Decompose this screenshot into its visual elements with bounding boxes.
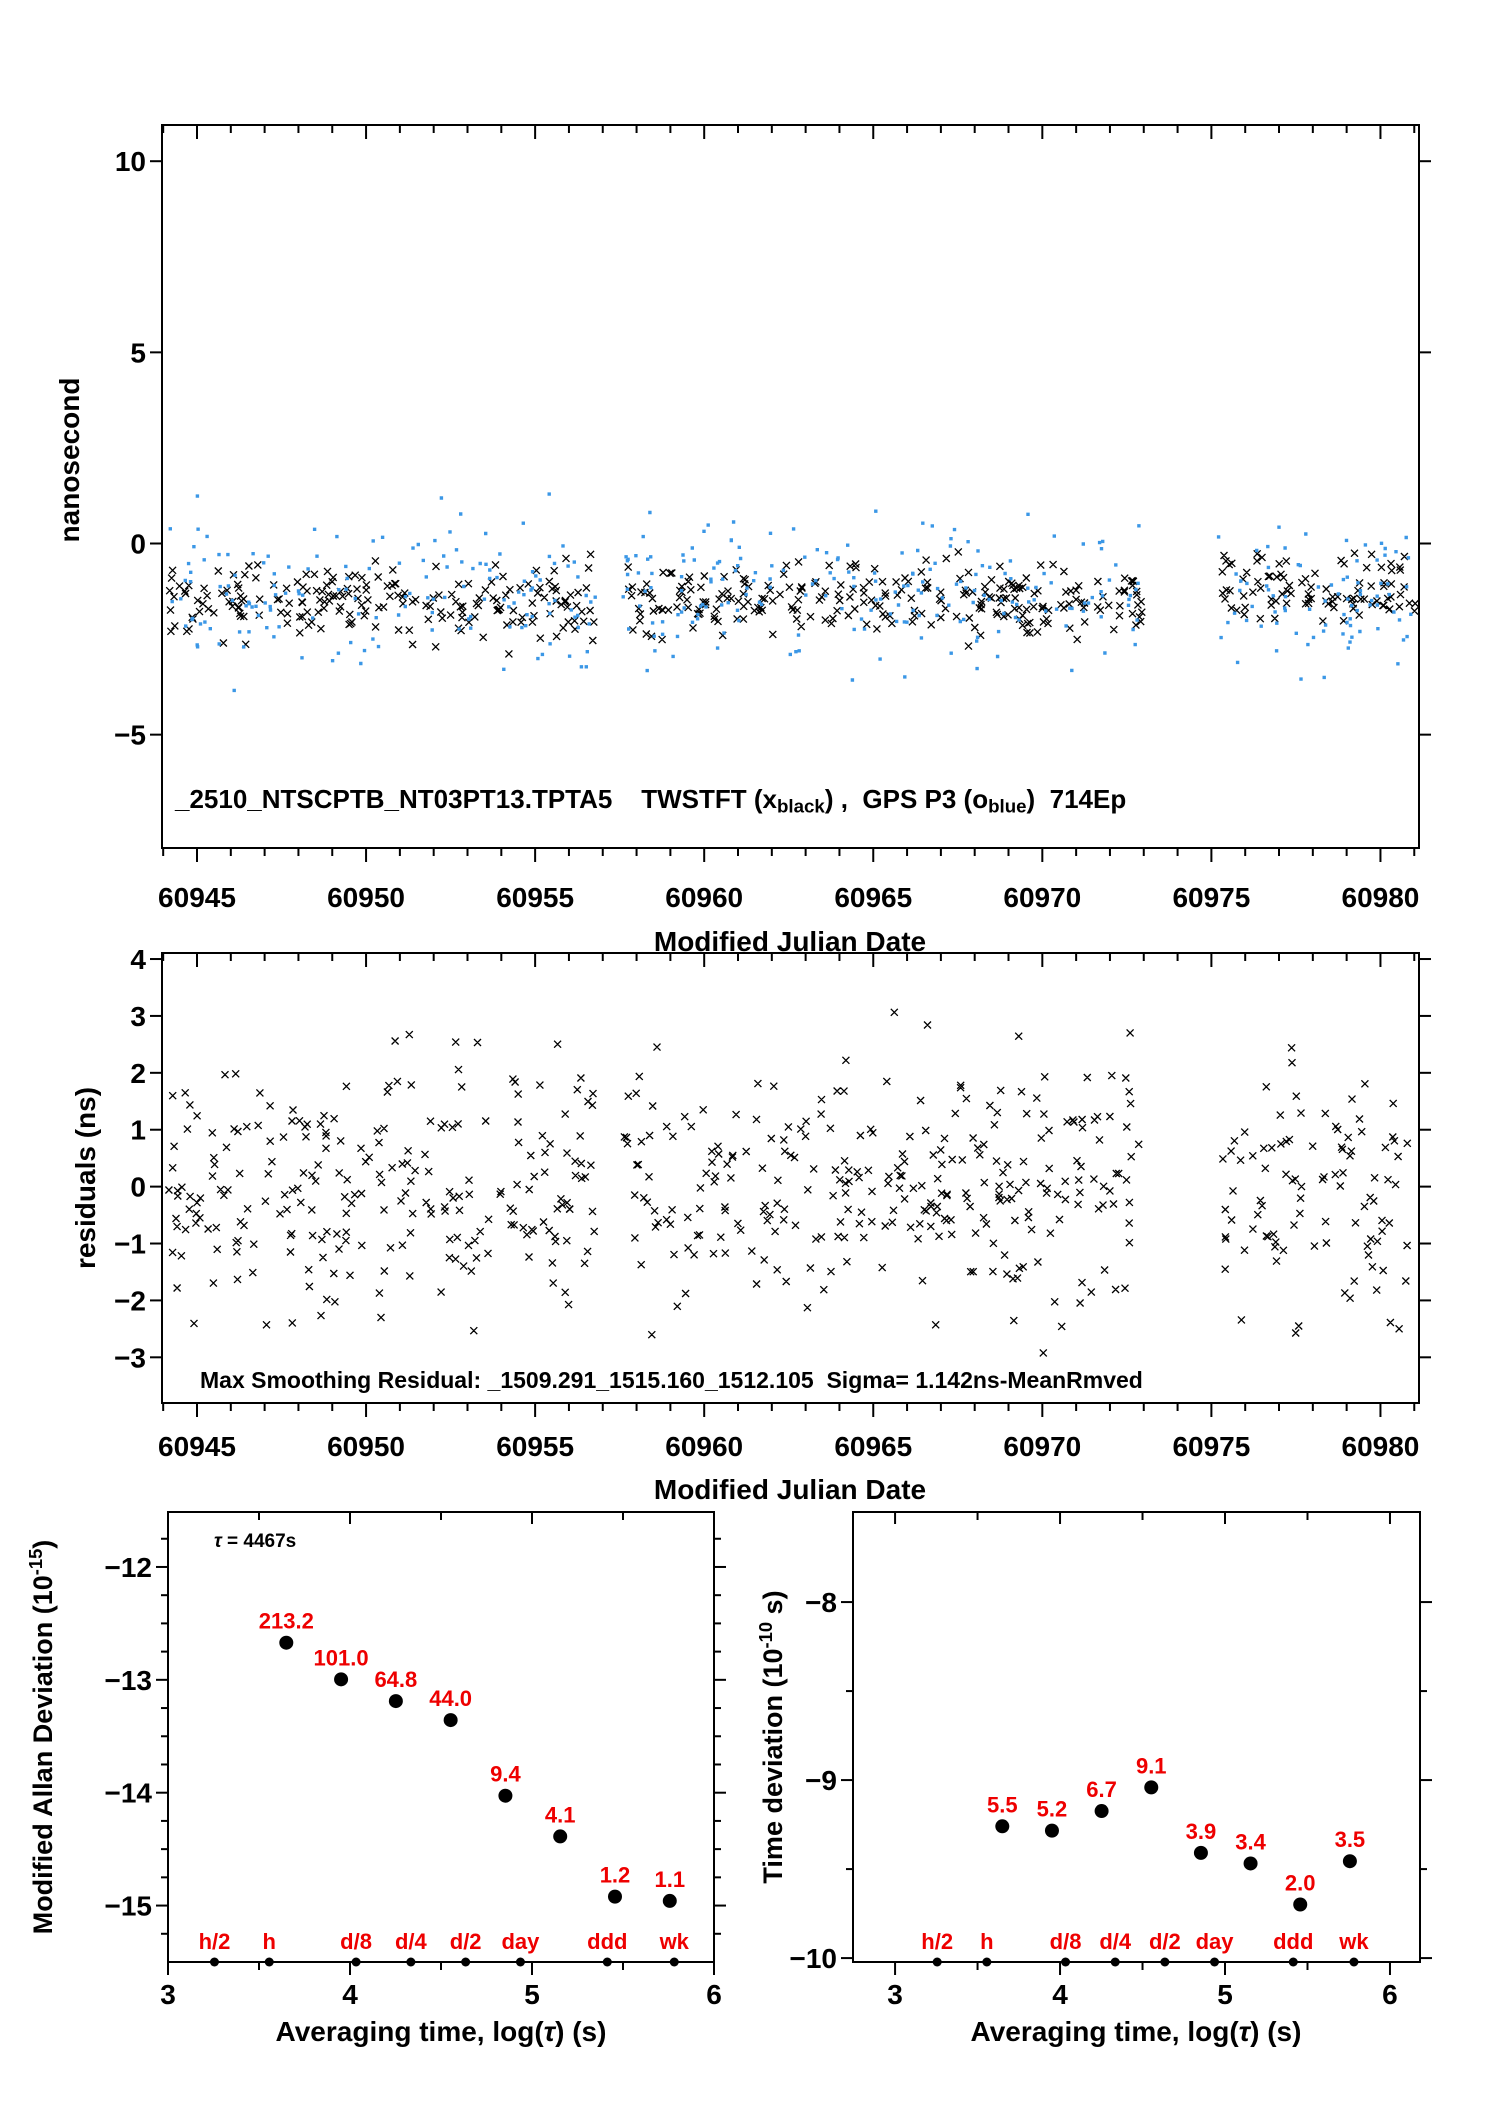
tau-baseline-dot	[603, 1958, 612, 1967]
tau-baseline-dot	[352, 1958, 361, 1967]
plot-frame	[168, 1512, 714, 1962]
deviation-value-label: 3.5	[1334, 1827, 1366, 1853]
series-TWSTFT-black-x	[166, 548, 1419, 657]
deviation-point	[1244, 1856, 1258, 1870]
x-tick-label: 3	[887, 1979, 903, 2010]
y-tick-label: 0	[130, 1171, 146, 1203]
mad-ylabel-post: )	[28, 1539, 59, 1549]
series-GPS-P3-blue-dot	[169, 492, 1413, 692]
deviation-value-label: 3.9	[1185, 1818, 1217, 1844]
panel-tdev	[790, 1512, 1433, 2010]
y-tick-label: −3	[114, 1342, 146, 1374]
x-tick-label: 3	[160, 1979, 176, 2010]
tau-note	[214, 1531, 296, 1553]
avg-xlabel-tau2: τ	[1238, 2016, 1251, 2047]
plot-frame	[853, 1512, 1420, 1962]
tau-tick-label: day	[501, 1929, 540, 1954]
avg-xlabel-pre2: Averaging time, log(	[970, 2016, 1239, 2047]
y-tick-label: −14	[104, 1777, 152, 1809]
y-tick-label: −8	[805, 1587, 837, 1619]
deviation-value-label: 6.7	[1086, 1777, 1117, 1803]
y-tick-label: −10	[789, 1943, 837, 1975]
y-tick-label: 10	[114, 146, 146, 178]
tau-tick-label: d/4	[1099, 1929, 1132, 1954]
tau-tick-label: day	[1195, 1929, 1234, 1954]
x-tick-label: 6	[706, 1979, 722, 2010]
tau-tick-label: ddd	[1273, 1929, 1314, 1954]
deviation-value-label: 3.4	[1235, 1829, 1266, 1855]
deviation-value-label: 213.2	[258, 1608, 314, 1634]
tau-tick-label: h	[262, 1929, 276, 1954]
plot-frame	[162, 125, 1419, 848]
deviation-point	[1194, 1846, 1208, 1860]
top-title-part-e: ) 714Ep	[1026, 784, 1127, 814]
tau-tick-label: d/8	[340, 1929, 372, 1954]
x-tick-label: 60955	[496, 882, 575, 913]
deviation-point	[444, 1713, 458, 1727]
top-title-part-a: _2510_NTSCPTB_NT03PT13.TPTA5 TWSTFT (x	[175, 784, 777, 814]
deviation-point	[1144, 1780, 1158, 1794]
x-tick-label: 5	[524, 1979, 540, 2010]
x-tick-label: 60950	[327, 882, 405, 913]
max-smoothing-note: Max Smoothing Residual: _1509.291_1515.160_1512.105 Sigma= 1.142ns-MeanRmved	[200, 1367, 1143, 1393]
x-axis-title-tdev	[971, 2016, 1302, 2048]
x-tick-label: 4	[342, 1979, 358, 2010]
x-tick-label: 60980	[1341, 882, 1420, 913]
y-axis-title-mdev	[25, 1540, 59, 1935]
deviation-point	[553, 1829, 567, 1843]
tdev-ylabel-post: s)	[758, 1590, 789, 1622]
deviation-value-label: 2.0	[1284, 1870, 1316, 1896]
deviation-point	[389, 1694, 403, 1708]
deviation-point	[279, 1636, 293, 1650]
tau-baseline-dot	[1349, 1958, 1358, 1967]
deviation-value-label: 9.4	[490, 1761, 521, 1787]
x-tick-label: 60965	[834, 1431, 913, 1462]
y-tick-label: −5	[114, 719, 146, 751]
y-tick-label: 4	[130, 944, 146, 976]
deviation-point	[1343, 1854, 1357, 1868]
x-tick-label: 60965	[834, 882, 913, 913]
tau-baseline-dot	[516, 1958, 525, 1967]
x-axis-title-top: Modified Julian Date	[653, 926, 927, 957]
y-tick-label: −13	[104, 1664, 152, 1696]
deviation-value-label: 5.5	[987, 1792, 1018, 1818]
deviation-point	[334, 1672, 348, 1686]
tau-symbol: τ	[214, 1531, 222, 1552]
y-tick-label: −2	[114, 1285, 146, 1317]
y-tick-label: 2	[130, 1057, 146, 1089]
tau-baseline-dot	[933, 1958, 942, 1967]
tdev-ylabel-pre: Time deviation (10	[758, 1648, 789, 1884]
tau-tick-label: h/2	[198, 1929, 231, 1954]
y-tick-label: 1	[130, 1114, 146, 1146]
x-tick-label: 60960	[665, 882, 744, 913]
y-tick-label: −12	[104, 1551, 152, 1583]
top-title-sub-blue: blue	[988, 795, 1027, 817]
avg-xlabel-pre: Averaging time, log(	[275, 2016, 544, 2047]
y-tick-label: 3	[130, 1000, 146, 1032]
x-tick-label: 60950	[327, 1431, 405, 1462]
deviation-value-label: 44.0	[429, 1686, 473, 1712]
x-tick-label: 60975	[1172, 1431, 1251, 1462]
x-tick-label: 60945	[158, 1431, 236, 1462]
deviation-point	[498, 1789, 512, 1803]
panel-mdev	[105, 1512, 727, 2010]
x-tick-label: 60955	[496, 1431, 575, 1462]
tau-tick-label: d/2	[1148, 1929, 1181, 1954]
tau-baseline-dot	[670, 1958, 679, 1967]
tau-baseline-dot	[1210, 1958, 1219, 1967]
tau-baseline-dot	[406, 1958, 415, 1967]
y-tick-label: 5	[130, 337, 146, 369]
x-tick-label: 60960	[665, 1431, 744, 1462]
tau-tick-label: d/2	[449, 1929, 482, 1954]
tau-baseline-dot	[1289, 1958, 1298, 1967]
deviation-value-label: 101.0	[313, 1645, 369, 1671]
y-axis-title-residuals: residuals (ns)	[70, 1086, 101, 1270]
plot-frame	[162, 953, 1419, 1403]
x-tick-label: 5	[1217, 1979, 1233, 2010]
deviation-value-label: 9.1	[1135, 1753, 1167, 1779]
deviation-point	[1095, 1804, 1109, 1818]
tau-tick-label: d/8	[1049, 1929, 1082, 1954]
x-tick-label: 60975	[1172, 882, 1251, 913]
tau-tick-label: d/4	[394, 1929, 427, 1954]
deviation-value-label: 5.2	[1036, 1796, 1068, 1822]
x-axis-title-mdev	[276, 2016, 607, 2048]
y-tick-label: 0	[130, 528, 146, 560]
tau-baseline-dot	[1111, 1958, 1120, 1967]
avg-xlabel-post: ) (s)	[555, 2016, 607, 2047]
tau-tick-label: h	[980, 1929, 994, 1954]
deviation-point	[608, 1890, 622, 1904]
y-tick-label: −1	[114, 1228, 146, 1260]
deviation-point	[995, 1819, 1009, 1833]
tdev-ylabel-sup: -10	[754, 1621, 776, 1649]
x-tick-label: 60970	[1003, 1431, 1082, 1462]
x-tick-label: 60980	[1341, 1431, 1420, 1462]
y-axis-title-nanosecond: nanosecond	[54, 377, 85, 543]
top-title-sub-black: black	[777, 795, 825, 817]
deviation-value-label: 1.2	[599, 1862, 631, 1888]
tau-baseline-dot	[982, 1958, 991, 1967]
tau-baseline-dot	[265, 1958, 274, 1967]
top-title-part-c: ) , GPS P3 (o	[824, 784, 989, 814]
tau-note-rest: = 4467s	[221, 1531, 297, 1552]
mad-ylabel-pre: Modified Allan Deviation (10	[28, 1575, 59, 1935]
tau-baseline-dot	[1061, 1958, 1070, 1967]
y-tick-label: −15	[104, 1890, 152, 1922]
tau-baseline-dot	[1160, 1958, 1169, 1967]
mad-ylabel-sup: -15	[24, 1548, 46, 1576]
tau-baseline-dot	[210, 1958, 219, 1967]
top-panel-title	[175, 784, 1126, 818]
deviation-point	[1293, 1897, 1307, 1911]
series-residuals-black-x	[165, 1009, 1410, 1357]
x-tick-label: 60945	[158, 882, 236, 913]
tau-tick-label: wk	[659, 1929, 689, 1954]
avg-xlabel-post2: ) (s)	[1250, 2016, 1302, 2047]
tau-tick-label: wk	[1339, 1929, 1369, 1954]
avg-xlabel-tau: τ	[543, 2016, 556, 2047]
x-tick-label: 60970	[1003, 882, 1082, 913]
x-axis-title-middle: Modified Julian Date	[653, 1474, 927, 1505]
x-tick-label: 6	[1382, 1979, 1398, 2010]
deviation-point	[1045, 1824, 1059, 1838]
deviation-value-label: 1.1	[654, 1866, 686, 1892]
deviation-point	[663, 1894, 677, 1908]
x-tick-label: 4	[1052, 1979, 1068, 2010]
deviation-value-label: 4.1	[544, 1802, 576, 1828]
tau-tick-label: ddd	[587, 1929, 628, 1954]
tau-tick-label: h/2	[921, 1929, 954, 1954]
deviation-value-label: 64.8	[374, 1667, 418, 1693]
y-axis-title-tdev	[755, 1590, 789, 1883]
tau-baseline-dot	[461, 1958, 470, 1967]
y-tick-label: −9	[805, 1765, 837, 1797]
